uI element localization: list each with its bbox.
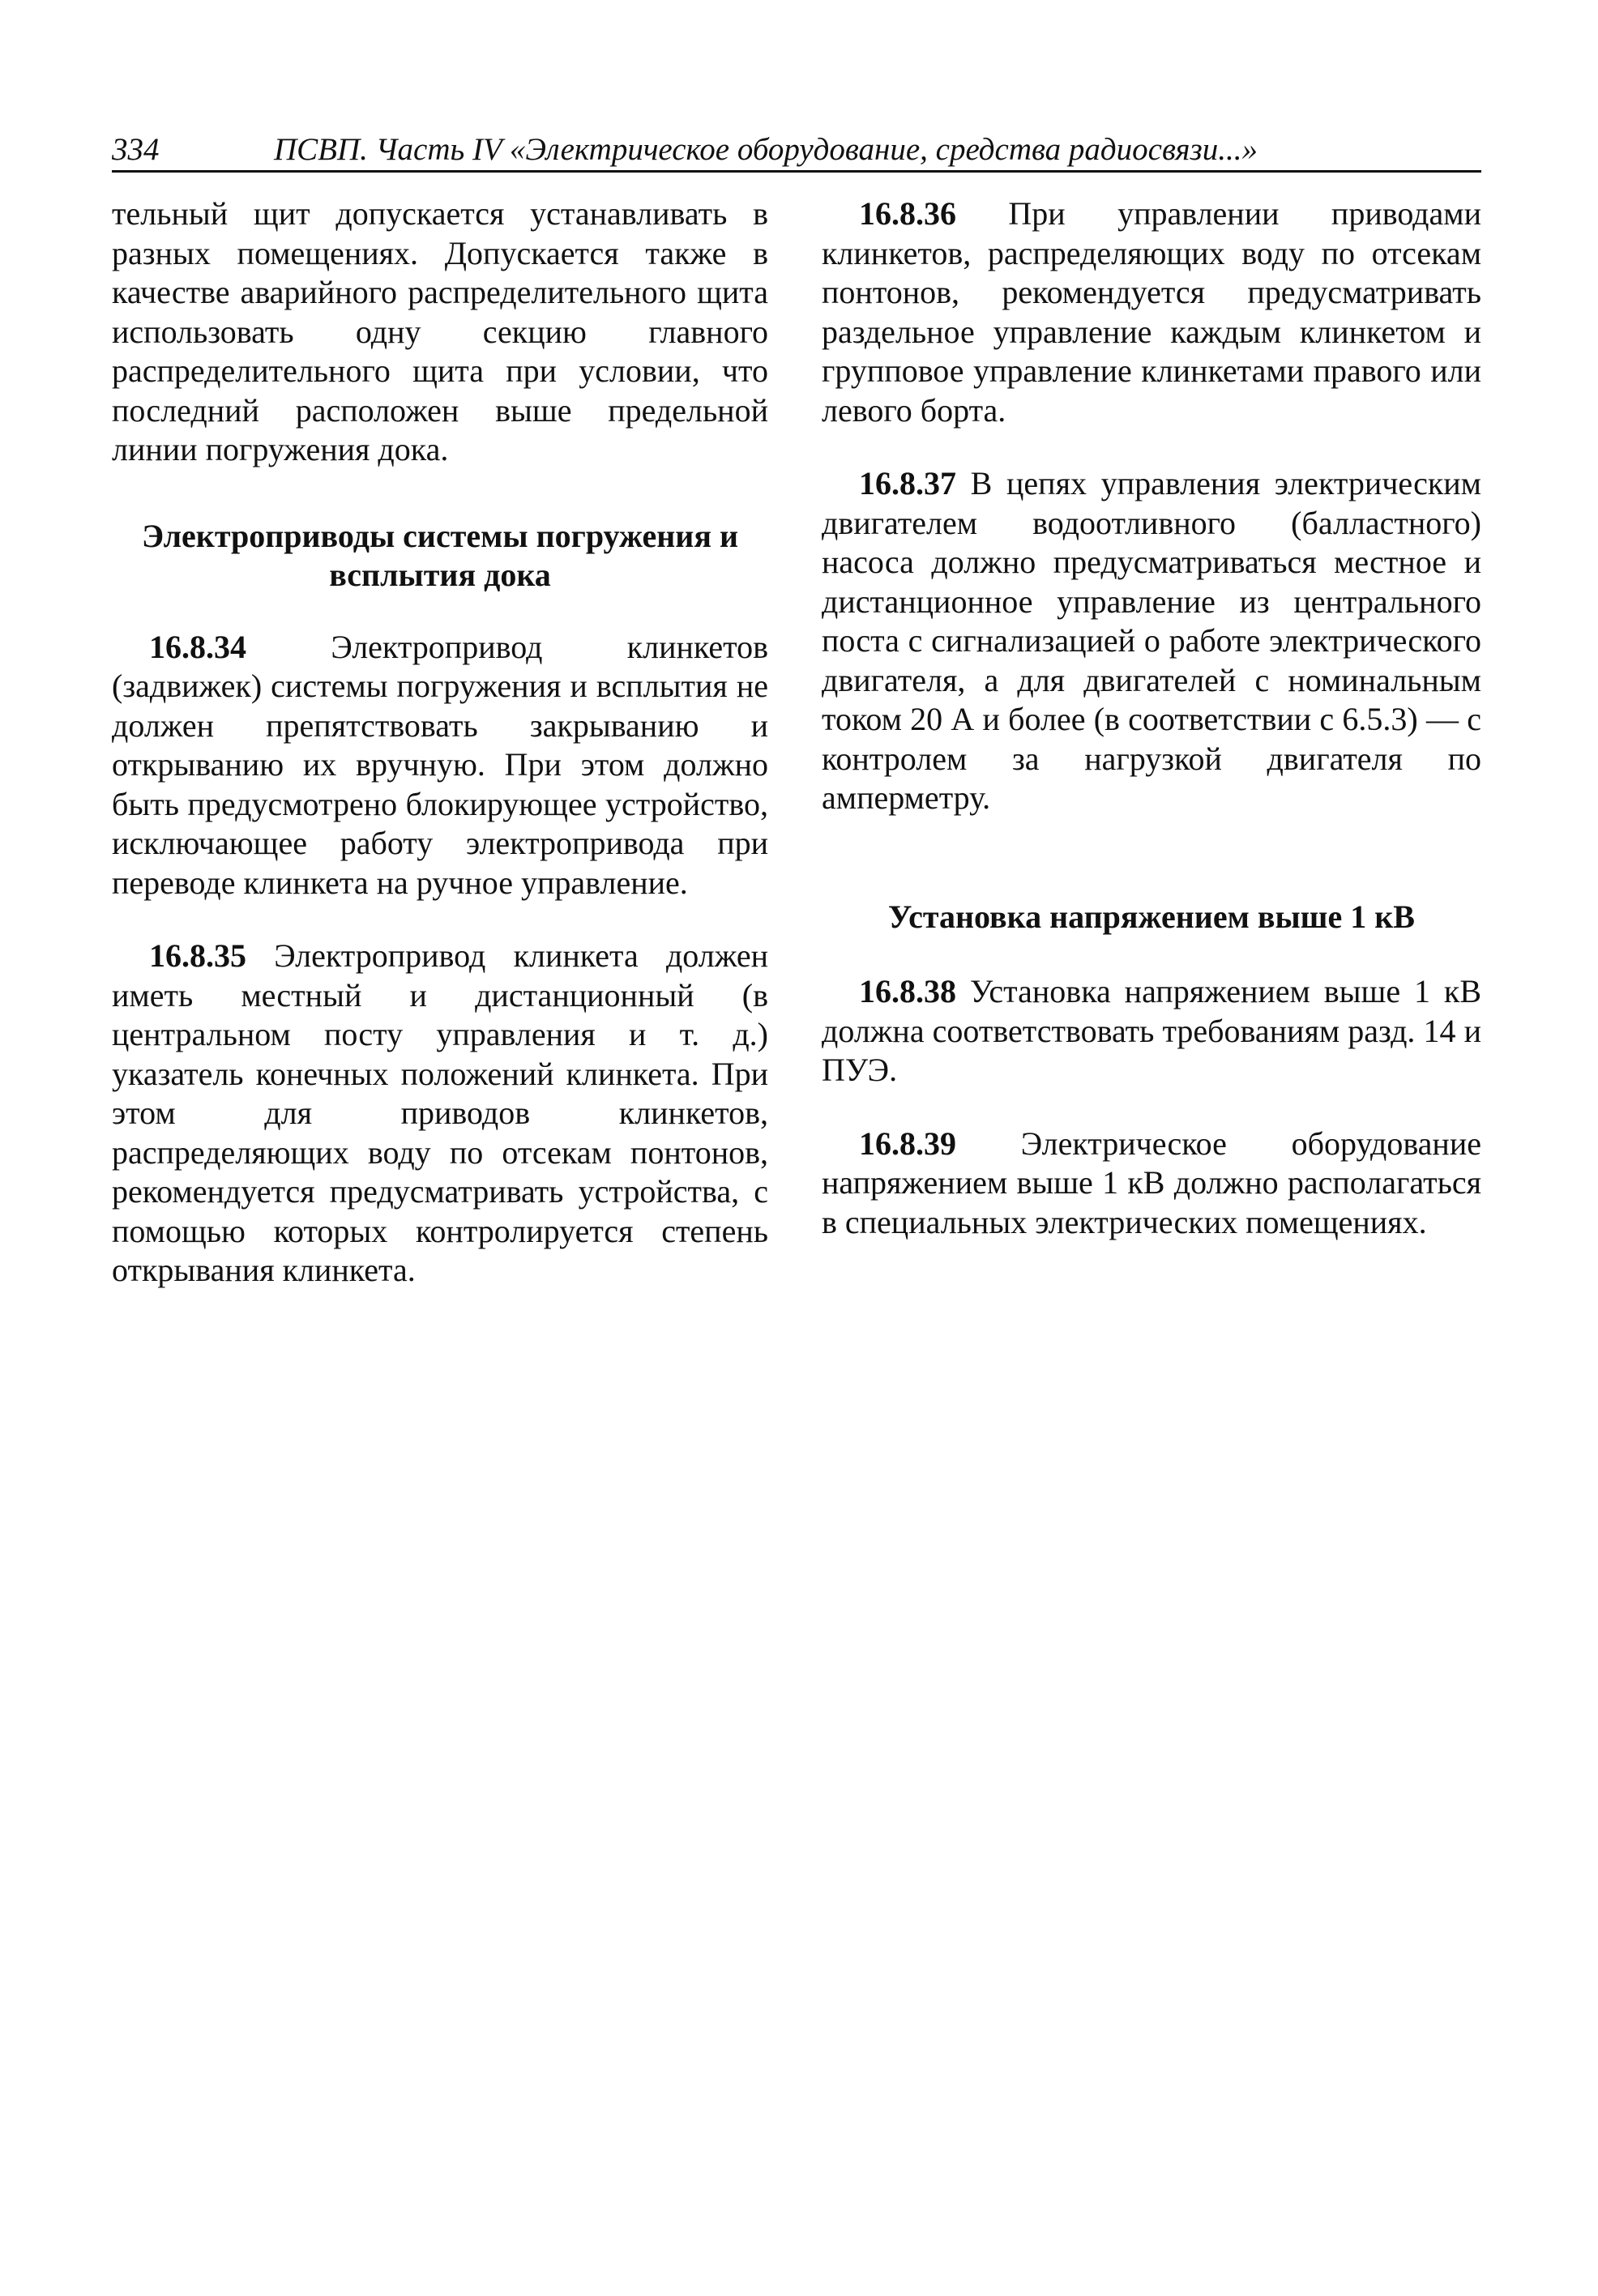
clause-16-8-37 xyxy=(822,464,1481,818)
clause-number: 16.8.36 xyxy=(859,195,956,232)
clause-number: 16.8.34 xyxy=(149,628,246,665)
clause-text: Электропривод клинкетов (задвижек) системы погружения и всплытия не должен препятствовать закрыванию и открыванию их вручную. При этом должно быть предусмотрено блокирующее устройство, исключающее работу электропривода при переводе клинкета на ручное управление. xyxy=(112,628,768,901)
clause-text: В цепях управления электрическим двигателем водоотливного (балластного) насоса должно предусматриваться местное и дистанционное управление из центрального поста с сигнализацией о работе электрического двигателя, а для двигателей с номинальным током 20 А и более (в соответствии с 6.5.3) — с контролем за нагрузкой двигателя по амперметру. xyxy=(822,465,1481,816)
page-number: 334 xyxy=(112,132,160,167)
clause-16-8-34 xyxy=(112,628,768,903)
clause-number: 16.8.37 xyxy=(859,465,956,501)
clause-text: Электрическое оборудование напряжением выше 1 кВ должно располагаться в специальных электрических помещениях. xyxy=(822,1125,1481,1240)
clause-text: Электропривод клинкета должен иметь местный и дистанционный (в центральном посту управления и т. д.) указатель конечных положений клинкета. При этом для приводов клинкетов, распределяющих воду по отсекам понтонов, рекомендуется предусматривать устройства, с помощью которых контролируется степень открывания клинкета. xyxy=(112,937,768,1288)
left-column xyxy=(112,194,768,1291)
section-heading: Установка напряжением выше 1 кВ xyxy=(888,898,1415,935)
page-header xyxy=(112,130,1481,173)
clause-number: 16.8.38 xyxy=(859,973,956,1009)
continued-paragraph: тельный щит допускается устанавливать в разных помещениях. Допускается также в качестве аварийного распределительного щита использовать одну секцию главного распределительного щита при условии, что последний расположен выше предельной линии погружения дока. xyxy=(112,195,768,467)
clause-16-8-39 xyxy=(822,1125,1481,1243)
section-heading: Электроприводы системы погружения и всплытия дока xyxy=(141,517,739,593)
running-title: ПСВП. Часть IV «Электрическое оборудование, средства радиосвязи...» xyxy=(274,132,1258,167)
clause-number: 16.8.39 xyxy=(859,1125,956,1162)
clause-text: При управлении приводами клинкетов, распределяющих воду по отсекам понтонов, рекомендуется предусматривать раздельное управление каждым клинкетом и групповое управление клинкетами правого или левого борта. xyxy=(822,195,1482,429)
clause-text: Установка напряжением выше 1 кВ должна соответствовать требованиям разд. 14 и ПУЭ. xyxy=(822,973,1481,1088)
right-column xyxy=(822,194,1481,1242)
clause-16-8-35 xyxy=(112,937,768,1291)
clause-16-8-36 xyxy=(822,194,1481,430)
clause-number: 16.8.35 xyxy=(149,937,246,974)
clause-16-8-38 xyxy=(822,972,1481,1090)
